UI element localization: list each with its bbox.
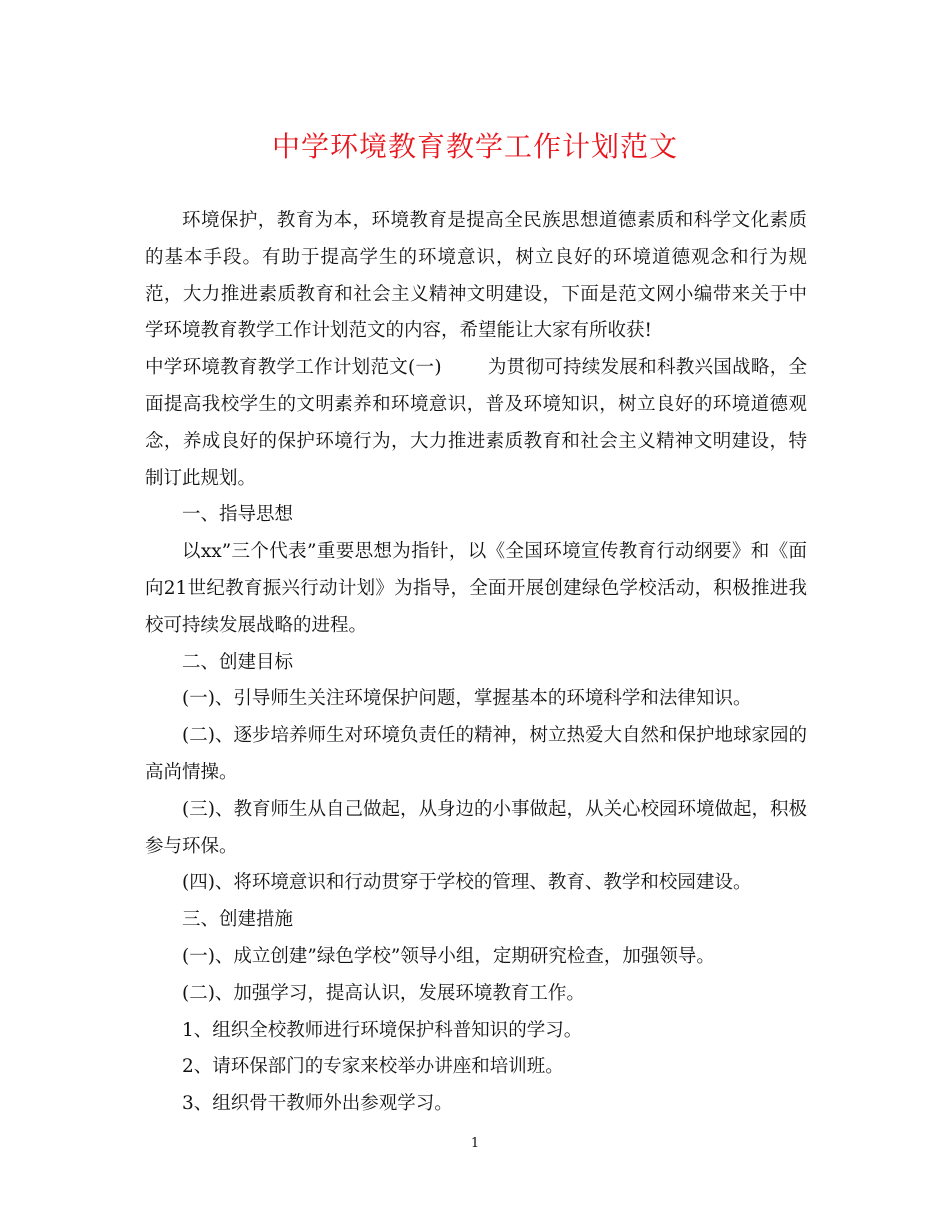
goal-item: (三)、教育师生从自己做起，从身边的小事做起，从关心校园环境做起，积极参与环保。 bbox=[145, 798, 807, 857]
goal-item: (四)、将环境意识和行动贯穿于学校的管理、教育、教学和校园建设。 bbox=[182, 872, 752, 894]
heading-goals: 二、创建目标 bbox=[182, 651, 294, 673]
section-text: 为贯彻可持续发展和科教兴国战略，全面提高我校学生的文明素养和环境意识，普及环境知识，树立良好的环境道德观念，养成良好的保护环境行为，大力推进素质教育和社会主义精神文明建设，特制订此规划。 bbox=[145, 357, 807, 489]
section-paragraph bbox=[145, 350, 807, 497]
measure-subitem: 1、组织全校教师进行环境保护科普知识的学习。 bbox=[182, 1019, 583, 1041]
document-title: 中学环境教育教学工作计划范文 bbox=[271, 130, 678, 163]
measure-subitem: 3、组织骨干教师外出参观学习。 bbox=[182, 1093, 453, 1115]
measure-item: (二)、加强学习，提高认识，发展环境教育工作。 bbox=[182, 982, 585, 1004]
goal-item: (二)、逐步培养师生对环境负责任的精神，树立热爱大自然和保护地球家园的高尚情操。 bbox=[145, 725, 807, 783]
measure-item: (一)、成立创建”绿色学校”领导小组，定期研究检查，加强领导。 bbox=[182, 945, 715, 967]
document-body bbox=[145, 203, 807, 1123]
section-heading: 中学环境教育教学工作计划范文(一) bbox=[145, 357, 442, 379]
heading-guiding-ideology: 一、指导思想 bbox=[182, 504, 294, 526]
measure-subitem: 2、请环保部门的专家来校举办讲座和培训班。 bbox=[182, 1056, 564, 1078]
goal-item: (一)、引导师生关注环境保护问题，掌握基本的环境科学和法律知识。 bbox=[182, 688, 752, 710]
ideology-paragraph: 以xx”三个代表”重要思想为指针，以《全国环境宣传教育行动纲要》和《面向21世纪教育振兴行动计划》为指导，全面开展创建绿色学校活动，积极推进我校可持续发展战略的进程。 bbox=[145, 541, 807, 636]
intro-paragraph: 环境保护，教育为本，环境教育是提高全民族思想道德素质和科学文化素质的基本手段。有助于提高学生的环境意识，树立良好的环境道德观念和行为规范，大力推进素质教育和社会主义精神文明建设，下面是范文网小编带来关于中学环境教育教学工作计划范文的内容，希望能让大家有所收获! bbox=[145, 210, 807, 342]
page-number: 1 bbox=[470, 1136, 480, 1151]
heading-measures: 三、创建措施 bbox=[182, 909, 294, 931]
